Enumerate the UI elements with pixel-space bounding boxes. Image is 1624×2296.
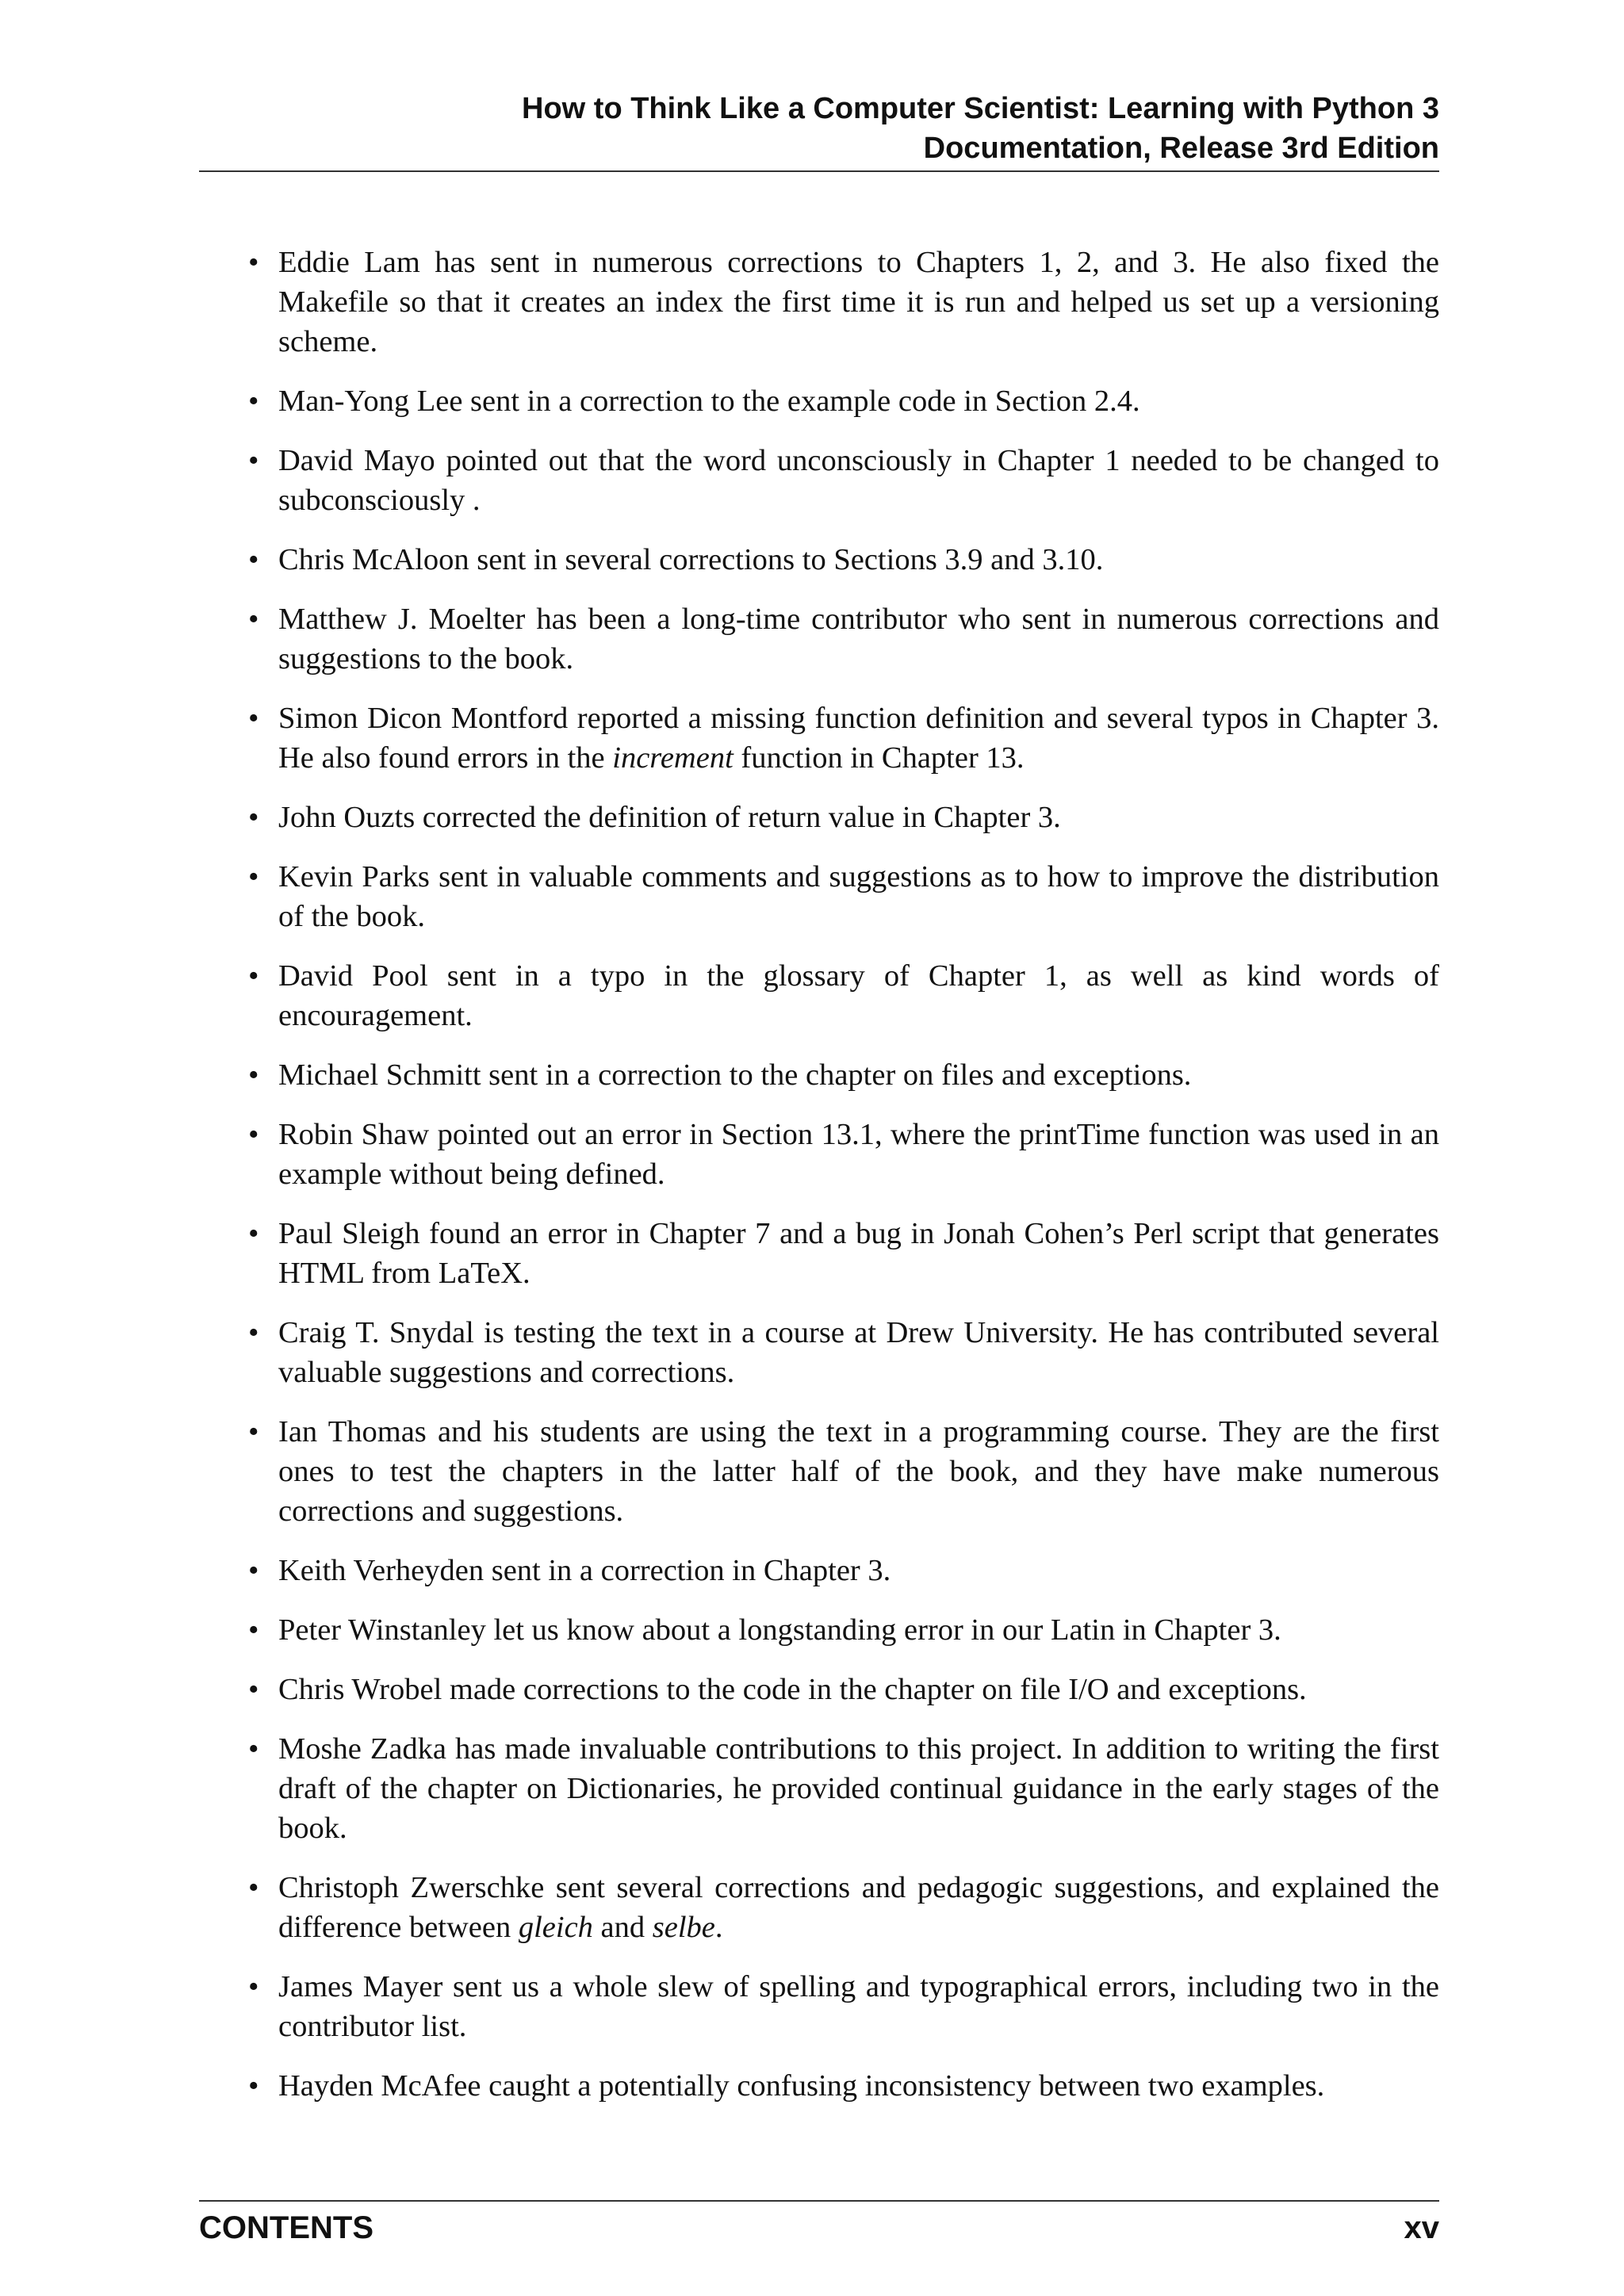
bullet-marker: • bbox=[248, 1554, 259, 1587]
list-item-text bbox=[278, 860, 1439, 933]
text-run: Peter Winstanley let us know about a longstanding error in our Latin in Chapter 3. bbox=[278, 1613, 1281, 1647]
list-item-text bbox=[278, 1871, 1439, 1944]
list-item-text bbox=[278, 1217, 1439, 1290]
list-item bbox=[199, 857, 1439, 936]
bullet-marker: • bbox=[248, 1970, 259, 2003]
list-item-text bbox=[278, 603, 1439, 675]
emphasis-text: increment bbox=[612, 741, 733, 775]
bullet-marker: • bbox=[248, 603, 259, 636]
bullet-marker: • bbox=[248, 1871, 259, 1904]
text-run: Christoph Zwerschke sent several corrections and pedagogic suggestions, and explained the difference between bbox=[278, 1871, 1439, 1944]
list-item-text bbox=[278, 543, 1103, 576]
bullet-marker: • bbox=[248, 2069, 259, 2103]
list-item-text bbox=[278, 2069, 1324, 2103]
list-item bbox=[199, 1214, 1439, 1293]
list-item bbox=[199, 1868, 1439, 1947]
text-run: Simon Dicon Montford reported a missing function definition and several typos in Chapter 3. He also found errors in the bbox=[278, 702, 1439, 775]
list-item-text bbox=[278, 1970, 1439, 2043]
bullet-marker: • bbox=[248, 801, 259, 834]
list-item bbox=[199, 599, 1439, 679]
bullet-marker: • bbox=[248, 1673, 259, 1706]
bullet-marker: • bbox=[248, 702, 259, 735]
list-item-text bbox=[278, 1732, 1439, 1845]
bullet-marker: • bbox=[248, 1732, 259, 1766]
list-item-text bbox=[278, 246, 1439, 358]
list-item bbox=[199, 1055, 1439, 1095]
list-item-text bbox=[278, 1554, 891, 1587]
bullet-marker: • bbox=[248, 246, 259, 279]
header-title-line2: Documentation, Release 3rd Edition bbox=[923, 132, 1439, 165]
list-item-text bbox=[278, 1118, 1439, 1191]
contributor-list bbox=[199, 243, 1439, 2106]
bullet-marker: • bbox=[248, 959, 259, 993]
text-run: Hayden McAfee caught a potentially confusing inconsistency between two examples. bbox=[278, 2069, 1325, 2103]
list-item bbox=[199, 381, 1439, 421]
bullet-marker: • bbox=[248, 1058, 259, 1092]
list-item bbox=[199, 1313, 1439, 1392]
list-item bbox=[199, 798, 1439, 837]
bullet-marker: • bbox=[248, 1118, 259, 1151]
text-run: Keith Verheyden sent in a correction in Chapter 3. bbox=[278, 1554, 891, 1587]
list-item-text bbox=[278, 801, 1061, 834]
bullet-marker: • bbox=[248, 1217, 259, 1250]
list-item-text bbox=[278, 959, 1439, 1032]
text-run: David Pool sent in a typo in the glossary of Chapter 1, as well as kind words of encouragement. bbox=[278, 959, 1439, 1032]
list-item bbox=[199, 1610, 1439, 1650]
text-run: Eddie Lam has sent in numerous corrections to Chapters 1, 2, and 3. He also fixed the Makefile so that it creates an index the first time it is run and helped us set up a versioning scheme. bbox=[278, 246, 1439, 358]
text-run: Michael Schmitt sent in a correction to the chapter on files and exceptions. bbox=[278, 1058, 1192, 1092]
list-item bbox=[199, 1115, 1439, 1194]
text-run: John Ouzts corrected the definition of return value in Chapter 3. bbox=[278, 801, 1061, 834]
bullet-marker: • bbox=[248, 385, 259, 418]
list-item bbox=[199, 956, 1439, 1035]
list-item-text bbox=[278, 1316, 1439, 1389]
text-run: Man-Yong Lee sent in a correction to the example code in Section 2.4. bbox=[278, 385, 1140, 418]
list-item bbox=[199, 441, 1439, 520]
list-item bbox=[199, 1967, 1439, 2046]
text-run: James Mayer sent us a whole slew of spelling and typographical errors, including two in the contributor list. bbox=[278, 1970, 1439, 2043]
text-run: Kevin Parks sent in valuable comments and suggestions as to how to improve the distribution of the book. bbox=[278, 860, 1439, 933]
list-item-text bbox=[278, 1058, 1191, 1092]
list-item bbox=[199, 2066, 1439, 2106]
bullet-marker: • bbox=[248, 1316, 259, 1349]
text-run: Robin Shaw pointed out an error in Section 13.1, where the printTime function was used in an example without being defined. bbox=[278, 1118, 1439, 1191]
bullet-marker: • bbox=[248, 1415, 259, 1448]
list-item-text bbox=[278, 1673, 1307, 1706]
bullet-marker: • bbox=[248, 1613, 259, 1647]
list-item-text bbox=[278, 385, 1140, 418]
list-item-text bbox=[278, 1613, 1281, 1647]
header-title-line1: How to Think Like a Computer Scientist: Learning with Python 3 bbox=[522, 92, 1439, 125]
bullet-marker: • bbox=[248, 543, 259, 576]
emphasis-text: selbe bbox=[652, 1911, 715, 1944]
list-item-text bbox=[278, 444, 1439, 517]
text-run: Matthew J. Moelter has been a long-time contributor who sent in numerous corrections and suggestions to the book. bbox=[278, 603, 1439, 675]
header-rule bbox=[199, 170, 1439, 172]
list-item bbox=[199, 1551, 1439, 1590]
text-run: Craig T. Snydal is testing the text in a course at Drew University. He has contributed several valuable suggestions and corrections. bbox=[278, 1316, 1439, 1389]
list-item bbox=[199, 698, 1439, 778]
text-run: Chris Wrobel made corrections to the code in the chapter on file I/O and exceptions. bbox=[278, 1673, 1307, 1706]
running-header bbox=[199, 89, 1439, 168]
footer-rule bbox=[199, 2200, 1439, 2202]
list-item bbox=[199, 540, 1439, 580]
list-item bbox=[199, 1729, 1439, 1848]
text-run: Ian Thomas and his students are using the text in a programming course. They are the first ones to test the chapters in the latter half of the book, and they have make numerous corrections and suggestions. bbox=[278, 1415, 1439, 1528]
footer-page-number: xv bbox=[1404, 2210, 1439, 2245]
list-item bbox=[199, 1412, 1439, 1531]
text-run: . bbox=[714, 1911, 723, 1944]
text-run: David Mayo pointed out that the word unconsciously in Chapter 1 needed to be changed to subconsciously . bbox=[278, 444, 1439, 517]
main-content bbox=[199, 243, 1439, 2126]
text-run: Paul Sleigh found an error in Chapter 7 and a bug in Jonah Cohen’s Perl script that generates HTML from LaTeX. bbox=[278, 1217, 1439, 1290]
list-item bbox=[199, 243, 1439, 362]
list-item bbox=[199, 1670, 1439, 1709]
text-run: and bbox=[592, 1911, 653, 1944]
bullet-marker: • bbox=[248, 860, 259, 894]
bullet-marker: • bbox=[248, 444, 259, 477]
emphasis-text: gleich bbox=[518, 1911, 593, 1944]
text-run: function in Chapter 13. bbox=[733, 741, 1025, 775]
text-run: Moshe Zadka has made invaluable contributions to this project. In addition to writing the first draft of the chapter on Dictionaries, he provided continual guidance in the early stages of the book. bbox=[278, 1732, 1439, 1845]
list-item-text bbox=[278, 702, 1439, 775]
footer-section-label: CONTENTS bbox=[199, 2210, 373, 2245]
text-run: Chris McAloon sent in several corrections to Sections 3.9 and 3.10. bbox=[278, 543, 1104, 576]
list-item-text bbox=[278, 1415, 1439, 1528]
